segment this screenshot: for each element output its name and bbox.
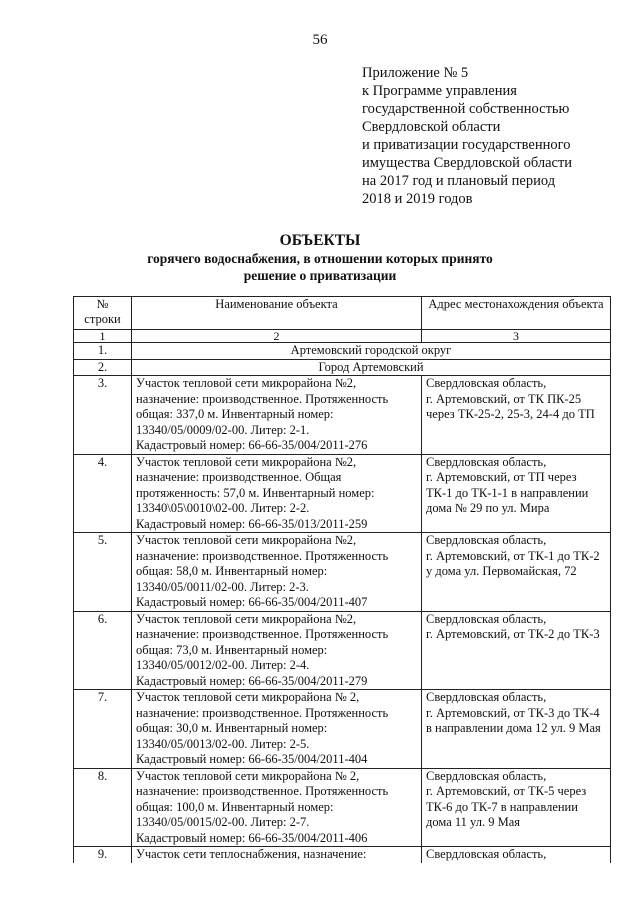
object-name-cell <box>132 376 422 455</box>
object-name-cell <box>132 768 422 847</box>
appendix-line: имущества Свердловской области <box>362 155 573 171</box>
appendix-line: и приватизации государственного <box>362 137 571 153</box>
object-name-line: общая: 58,0 м. Инвентарный номер: <box>136 564 328 578</box>
row-number: 1. <box>74 343 132 360</box>
appendix-line: 2018 и 2019 годов <box>362 191 473 207</box>
object-name-line: общая: 337,0 м. Инвентарный номер: <box>136 407 334 421</box>
object-address-cell <box>422 690 611 769</box>
table-row <box>74 454 611 533</box>
appendix-line: к Программе управления <box>362 83 517 99</box>
table-row <box>74 533 611 612</box>
object-address-line: Свердловская область, <box>426 454 547 469</box>
object-address-line: г. Артемовский, от ТП через <box>426 470 577 484</box>
object-name-line: 13340/05/0009/02-00. Литер: 2-1. <box>136 422 310 437</box>
appendix-line: на 2017 год и плановый период <box>362 173 556 189</box>
object-name-line: 13340/05/0012/02-00. Литер: 2-4. <box>136 658 310 672</box>
object-address-line: Свердловская область, <box>426 533 547 547</box>
object-name-line: назначение: производственное. Протяженность <box>136 627 389 641</box>
index-cell: 3 <box>422 330 611 343</box>
row-number: 4. <box>74 454 132 533</box>
object-name-cell <box>132 454 422 533</box>
object-name-line: 13340\05\0010\02-00. Литер: 2-2. <box>136 501 310 515</box>
object-name-cell <box>132 611 422 690</box>
object-address-line: ТК-6 до ТК-7 в направлении <box>426 799 578 814</box>
appendix-line: Приложение № 5 <box>362 65 469 81</box>
object-name-line: Кадастровый номер: 66-66-35/004/2011-404 <box>136 752 368 766</box>
object-address-line: Свердловская область, <box>426 611 547 626</box>
object-address-line: ТК-1 до ТК-1-1 в направлении <box>426 485 589 500</box>
object-address-line: г. Артемовский, от ТК-1 до ТК-2 <box>426 548 600 563</box>
object-name-line: Участок тепловой сети микрорайона №2, <box>136 611 357 626</box>
row-number: 6. <box>74 611 132 690</box>
object-address-cell <box>422 768 611 847</box>
header-address: Адрес местонахождения объекта <box>422 297 611 330</box>
object-address-cell <box>422 533 611 612</box>
object-address-line: у дома ул. Первомайская, 72 <box>426 564 577 578</box>
object-address-cell <box>422 454 611 533</box>
object-name-line: Участок тепловой сети микрорайона №2, <box>136 533 357 547</box>
object-name-line: протяженность: 57,0 м. Инвентарный номер: <box>136 485 375 500</box>
object-name-cell: Участок сети теплоснабжения, назначение: <box>132 847 422 864</box>
object-name-line: назначение: производственное. Протяженность <box>136 548 389 563</box>
object-name-line: общая: 30,0 м. Инвентарный номер: <box>136 721 328 735</box>
object-name-line: Участок тепловой сети микрорайона № 2, <box>136 768 360 783</box>
index-cell: 2 <box>132 330 422 343</box>
title-line: горячего водоснабжения, в отношении которых принято <box>147 251 493 266</box>
object-name-line: 13340/05/0011/02-00. Литер: 2-3. <box>136 579 309 594</box>
object-name-line: назначение: производственное. Протяженность <box>136 391 389 406</box>
object-name-line: Участок тепловой сети микрорайона №2, <box>136 454 357 469</box>
object-address-line: г. Артемовский, от ТК-2 до ТК-3 <box>426 627 600 641</box>
object-name-line: Кадастровый номер: 66-66-35/004/2011-276 <box>136 438 368 452</box>
table-row <box>74 611 611 690</box>
object-address-line: дома 11 ул. 9 Мая <box>426 815 521 829</box>
appendix-block <box>362 64 632 208</box>
row-number: 7. <box>74 690 132 769</box>
object-address-line: Свердловская область, <box>426 768 547 783</box>
objects-table <box>73 296 611 863</box>
header-num: № строки <box>74 297 132 330</box>
row-number: 5. <box>74 533 132 612</box>
region-title: Артемовский городской округ <box>132 343 611 360</box>
object-name-line: 13340/05/0013/02-00. Литер: 2-5. <box>136 736 310 751</box>
row-number: 3. <box>74 376 132 455</box>
header-name: Наименование объекта <box>132 297 422 330</box>
table-row <box>74 847 611 864</box>
title-line: решение о приватизации <box>243 268 397 283</box>
index-cell: 1 <box>74 330 132 343</box>
table-row <box>74 376 611 455</box>
object-name-line: Кадастровый номер: 66-66-35/013/2011-259 <box>136 516 368 531</box>
table-index-row <box>74 330 611 343</box>
object-name-cell <box>132 690 422 769</box>
row-number: 9. <box>74 847 132 864</box>
region-row <box>74 343 611 360</box>
object-address-line: Свердловская область, <box>426 690 547 704</box>
object-address-line: г. Артемовский, от ТК ПК-25 <box>426 391 582 406</box>
appendix-line: Свердловской области <box>362 119 501 135</box>
object-address-cell <box>422 611 611 690</box>
object-address-line: г. Артемовский, от ТК-5 через <box>426 784 587 798</box>
object-name-line: назначение: производственное. Протяженность <box>136 784 389 798</box>
row-number: 2. <box>74 359 132 376</box>
object-name-line: Участок тепловой сети микрорайона № 2, <box>136 690 360 704</box>
object-name-line: Кадастровый номер: 66-66-35/004/2011-406 <box>136 830 368 845</box>
object-name-cell <box>132 533 422 612</box>
object-address-line: в направлении дома 12 ул. 9 Мая <box>426 721 601 735</box>
appendix-line: государственной собственностью <box>362 101 570 117</box>
row-number: 8. <box>74 768 132 847</box>
object-name-line: Кадастровый номер: 66-66-35/004/2011-407 <box>136 595 368 609</box>
table-row <box>74 690 611 769</box>
object-name-line: Кадастровый номер: 66-66-35/004/2011-279 <box>136 673 368 688</box>
object-name-line: общая: 73,0 м. Инвентарный номер: <box>136 642 328 657</box>
page-number: 56 <box>312 32 328 48</box>
table-header-row <box>74 297 611 330</box>
object-name-line: Участок тепловой сети микрорайона №2, <box>136 376 357 390</box>
object-address-line: Свердловская область, <box>426 376 547 390</box>
object-address-line: г. Артемовский, от ТК-3 до ТК-4 <box>426 705 600 720</box>
title-line: ОБЪЕКТЫ <box>279 232 361 249</box>
object-name-line: общая: 100,0 м. Инвентарный номер: <box>136 799 334 814</box>
object-address-line: через ТК-25-2, 25-3, 24-4 до ТП <box>426 407 595 421</box>
object-address-line: дома № 29 по ул. Мира <box>426 501 550 515</box>
object-name-line: назначение: производственное. Протяженность <box>136 705 389 720</box>
table-row <box>74 768 611 847</box>
object-address-cell <box>422 376 611 455</box>
city-row <box>74 359 611 376</box>
document-title <box>0 232 640 284</box>
city-title: Город Артемовский <box>132 359 611 376</box>
object-name-line: назначение: производственное. Общая <box>136 470 342 484</box>
object-address-cell: Свердловская область, <box>422 847 611 864</box>
object-name-line: 13340/05/0015/02-00. Литер: 2-7. <box>136 815 310 829</box>
